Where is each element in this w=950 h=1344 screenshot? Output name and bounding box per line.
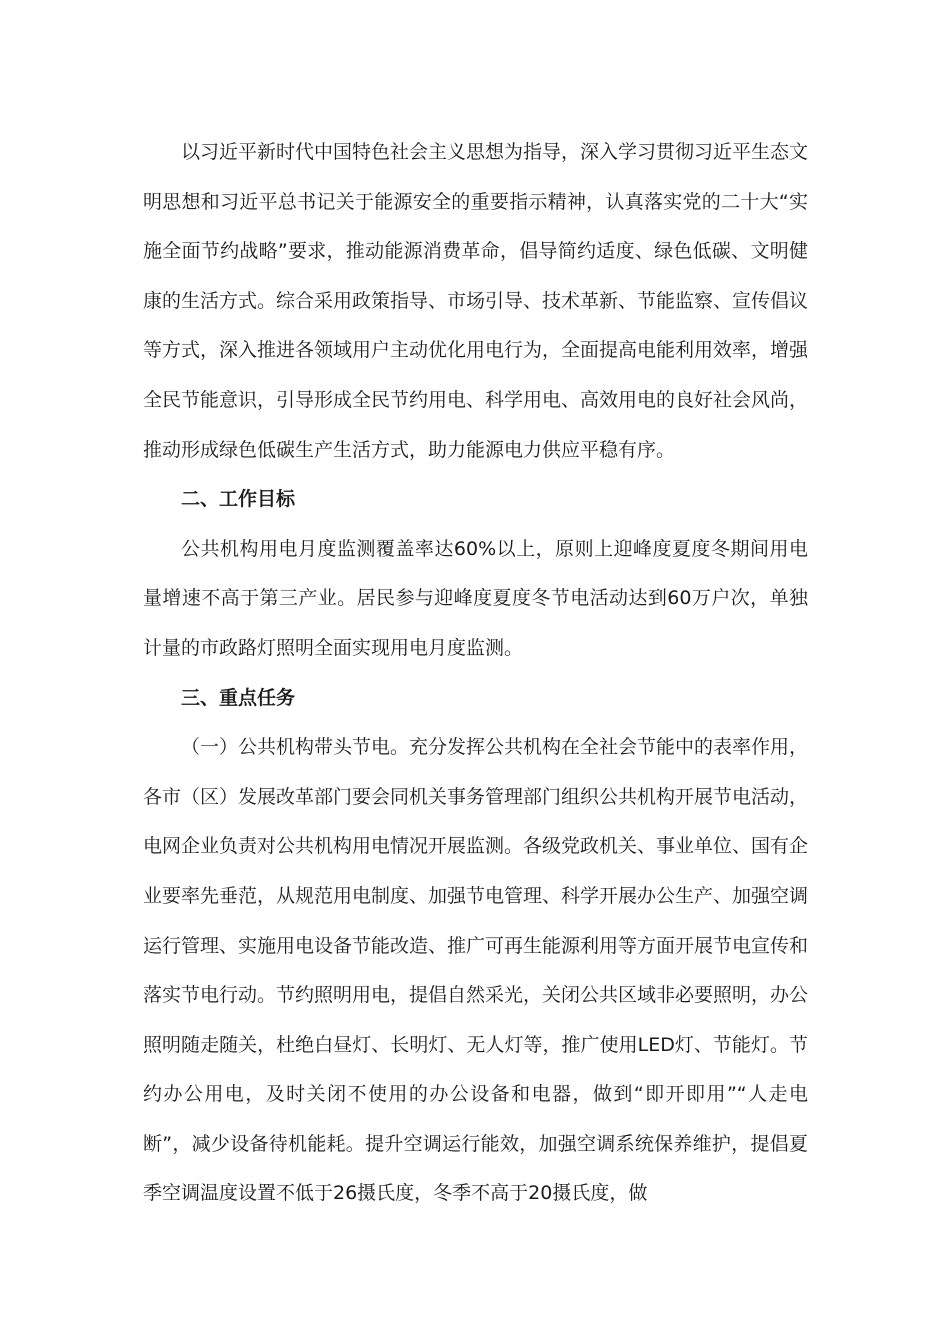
- document-body: [143, 128, 808, 1219]
- paragraph-work-goals: 公共机构用电月度监测覆盖率达60%以上，原则上迎峰度夏度冬期间用电量增速不高于第三产业。居民参与迎峰度夏度冬节电活动达到60万户次，单独计量的市政路灯照明全面实现用电月度监测。: [143, 537, 808, 659]
- heading-key-tasks: 三、重点任务: [181, 686, 296, 709]
- heading-work-goals: 二、工作目标: [181, 488, 296, 511]
- paragraph-guiding-ideology: 以习近平新时代中国特色社会主义思想为指导，深入学习贯彻习近平生态文明思想和习近平总书记关于能源安全的重要指示精神，认真落实党的二十大“实施全面节约战略”要求，推动能源消费革命，倡导简约适度、绿色低碳、文明健康的生活方式。综合采用政策指导、市场引导、技术革新、节能监察、宣传倡议等方式，深入推进各领域用户主动优化用电行为，全面提高电能利用效率，增强全民节能意识，引导形成全民节约用电、科学用电、高效用电的良好社会风尚，推动形成绿色低碳生产生活方式，助力能源电力供应平稳有序。: [143, 141, 809, 461]
- paragraph-public-institutions: （一）公共机构带头节电。充分发挥公共机构在全社会节能中的表率作用，各市（区）发展改革部门要会同机关事务管理部门组织公共机构开展节电活动，电网企业负责对公共机构用电情况开展监测。各级党政机关、事业单位、国有企业要率先垂范，从规范用电制度、加强节电管理、科学开展办公生产、加强空调运行管理、实施用电设备节能改造、推广可再生能源利用等方面开展节电宣传和落实节电行动。节约照明用电，提倡自然采光，关闭公共区域非必要照明，办公照明随走随关，杜绝白昼灯、长明灯、无人灯等，推广使用LED灯、节能灯。节约办公用电，及时关闭不使用的办公设备和电器，做到“即开即用”“人走电断”，减少设备待机能耗。提升空调运行能效，加强空调系统保养维护，提倡夏季空调温度设置不低于26摄氏度，冬季不高于20摄氏度，做: [143, 736, 809, 1205]
